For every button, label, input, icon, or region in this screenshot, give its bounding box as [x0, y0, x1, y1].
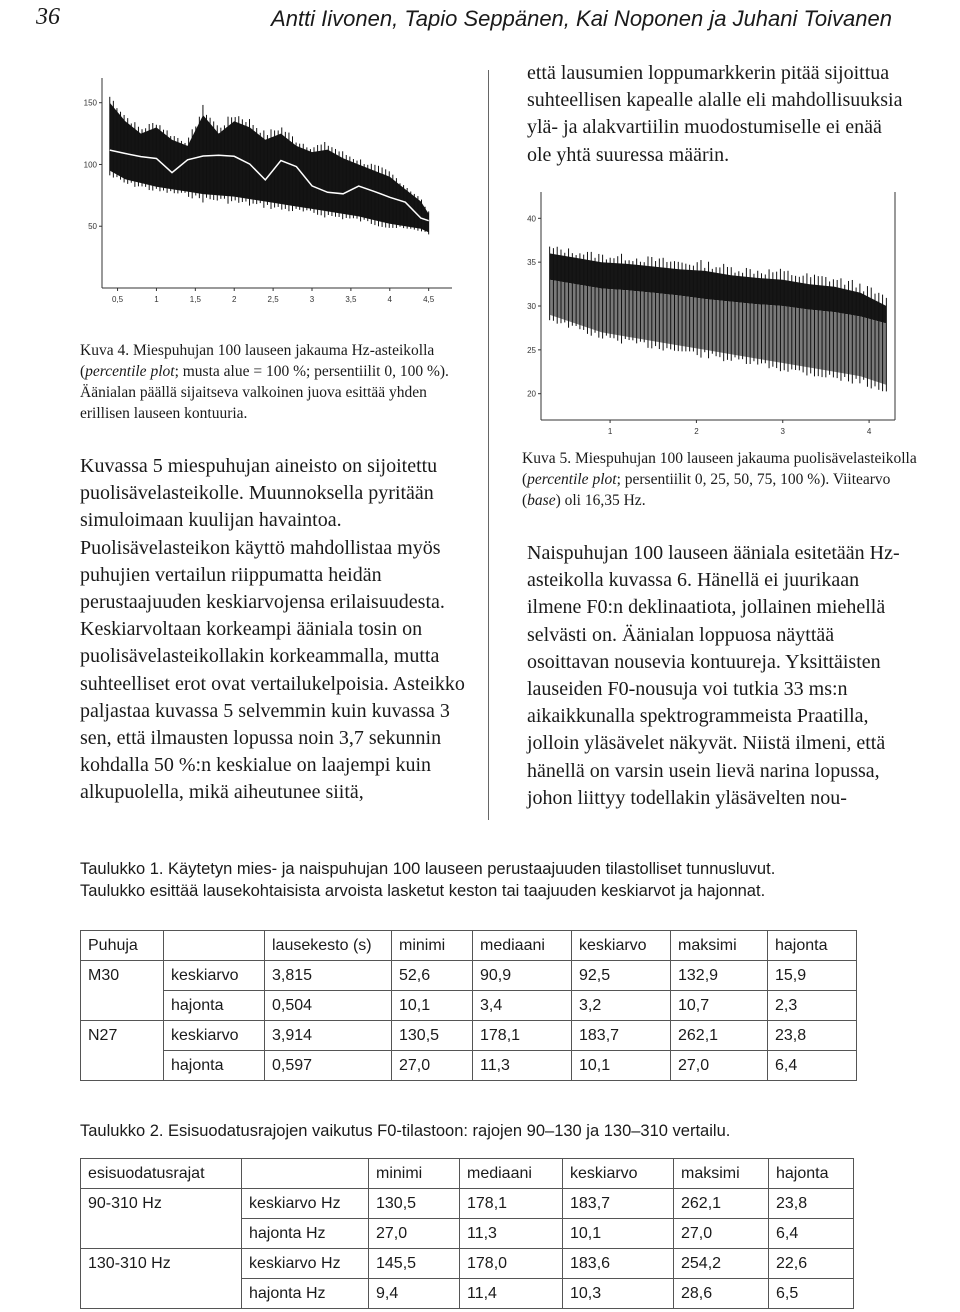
table-cell: 28,6	[674, 1279, 769, 1309]
table-cell: 145,5	[369, 1249, 460, 1279]
header-cell: hajonta	[768, 931, 857, 961]
figure-4-caption-text: Miespuhujan 100 lauseen jakauma Hz-asteikolla (	[80, 342, 435, 380]
y-tick-label: 40	[527, 214, 536, 224]
table-cell: 11,4	[460, 1279, 563, 1309]
header-cell	[164, 931, 265, 961]
table-header-row	[81, 1159, 854, 1189]
x-tick-label: 2	[694, 427, 699, 436]
figure-5-caption-label: Kuva 5.	[522, 450, 572, 467]
table-header-row	[81, 931, 857, 961]
figure-4-caption	[80, 340, 475, 424]
y-tick-label: 35	[527, 258, 536, 268]
table-cell: 0,504	[265, 991, 392, 1021]
table-cell: 15,9	[768, 961, 857, 991]
table-cell: 130,5	[369, 1189, 460, 1219]
table-cell: 183,6	[563, 1249, 674, 1279]
x-tick-label: 0,5	[111, 295, 124, 304]
table-cell: hajonta	[164, 1051, 265, 1081]
table-cell: 2,3	[768, 991, 857, 1021]
table-cell	[81, 1279, 242, 1309]
header-cell: hajonta	[769, 1159, 854, 1189]
table-row	[81, 1051, 857, 1081]
y-tick-label: 100	[83, 160, 97, 170]
table-cell: 3,2	[572, 991, 671, 1021]
right-column-paragraph-top: että lausumien loppumarkkerin pitää sijoittua suhteellisen kapealle alalle eli mahdollisuuksia ylä- ja alakvartiilin muodostumiselle ei enää ole yhtä suuressa määrin.	[527, 62, 903, 166]
table-cell: 132,9	[671, 961, 768, 991]
header-cell: mediaani	[473, 931, 572, 961]
table-cell: 27,0	[671, 1051, 768, 1081]
table-cell: 27,0	[674, 1219, 769, 1249]
figure-4-plot-area	[84, 78, 452, 304]
header-cell: maksimi	[674, 1159, 769, 1189]
table-cell: keskiarvo	[164, 1021, 265, 1051]
header-cell: mediaani	[460, 1159, 563, 1189]
table-cell: keskiarvo Hz	[242, 1249, 369, 1279]
table-cell: 6,4	[769, 1219, 854, 1249]
table-cell: 130-310 Hz	[81, 1249, 242, 1279]
figure-4-chart	[80, 70, 460, 310]
header-cell: keskiarvo	[572, 931, 671, 961]
x-tick-label: 3	[309, 295, 315, 304]
table-2	[80, 1158, 854, 1309]
table-cell	[81, 1051, 164, 1081]
table-row	[81, 1279, 854, 1309]
table-cell: 23,8	[769, 1189, 854, 1219]
table-cell: keskiarvo	[164, 961, 265, 991]
table-cell: 9,4	[369, 1279, 460, 1309]
table-cell: 22,6	[769, 1249, 854, 1279]
table-cell: 10,7	[671, 991, 768, 1021]
x-tick-label: 1	[154, 295, 159, 304]
header-cell: minimi	[369, 1159, 460, 1189]
table-cell: 90,9	[473, 961, 572, 991]
table-row	[81, 1021, 857, 1051]
table-cell: 0,597	[265, 1051, 392, 1081]
x-tick-label: 1	[607, 427, 613, 436]
figure-5-chart	[505, 188, 905, 446]
table-cell: 10,1	[563, 1219, 674, 1249]
x-tick-label: 2	[231, 295, 237, 304]
table-cell: 3,914	[265, 1021, 392, 1051]
table-cell: hajonta Hz	[242, 1279, 369, 1309]
figure-5-caption	[522, 448, 922, 511]
header-cell: keskiarvo	[563, 1159, 674, 1189]
table-cell	[81, 991, 164, 1021]
figure-5-caption-italic: percentile plot	[527, 471, 617, 488]
table-cell: 262,1	[671, 1021, 768, 1051]
table-1-caption-line-2: Taulukko esittää lausekohtaisista arvoista lasketut keston tai taajuuden keskiarvot ja hajonnat.	[80, 882, 766, 900]
table-cell: 27,0	[369, 1219, 460, 1249]
figure-4-caption-text-2: ; musta alue = 100 %; persentiilit 0, 100 %). Äänialan päällä sijaitseva valkoinen juova esittää yhden erillisen lauseen kontuuria.	[80, 363, 449, 422]
right-column-paragraph: Naispuhujan 100 lauseen ääniala esitetään Hz-asteikolla kuvassa 6. Hänellä ei juurikaan ilmene F0:n deklinaatiota, jollainen miehellä selvästi on. Äänialan loppuosa näyttää osoittavan nousevia kontuureja. Yksittäisten lauseiden F0-nousuja voi tutkia 33 ms:n aikaikkunalla spektrogrammeista Praatilla, jolloin yläsävelet näkyvät. Niistä ilmeni, että hänellä on varsin usein lievä narina lopussa, johon liittyy todellakin yläsävelten nou-	[527, 542, 900, 809]
table-cell: hajonta Hz	[242, 1219, 369, 1249]
table-cell: 23,8	[768, 1021, 857, 1051]
table-row	[81, 1249, 854, 1279]
table-cell: M30	[81, 961, 164, 991]
table-cell: 6,4	[768, 1051, 857, 1081]
table-cell: 92,5	[572, 961, 671, 991]
table-row	[81, 961, 857, 991]
header-cell	[242, 1159, 369, 1189]
figure-5-plot-area	[527, 192, 895, 436]
table-cell: 11,3	[460, 1219, 563, 1249]
y-tick-label: 30	[527, 302, 536, 311]
table-cell: 3,815	[265, 961, 392, 991]
table-cell: 178,1	[473, 1021, 572, 1051]
figure-5-caption-text-3: ) oli 16,35 Hz.	[555, 492, 646, 509]
running-header-authors: Antti Iivonen, Tapio Seppänen, Kai Noponen ja Juhani Toivanen	[271, 6, 892, 31]
header-cell: minimi	[392, 931, 473, 961]
header-cell: lausekesto (s)	[265, 931, 392, 961]
table-cell: keskiarvo Hz	[242, 1189, 369, 1219]
table-cell: 27,0	[392, 1051, 473, 1081]
table-cell: 52,6	[392, 961, 473, 991]
x-tick-label: 2,5	[267, 295, 279, 304]
table-cell	[81, 1219, 242, 1249]
table-1	[80, 930, 857, 1081]
table-cell: 183,7	[563, 1189, 674, 1219]
table-cell: 254,2	[674, 1249, 769, 1279]
table-cell: 130,5	[392, 1021, 473, 1051]
table-2-caption: Taulukko 2. Esisuodatusrajojen vaikutus F0-tilastoon: rajojen 90–130 ja 130–310 vertailu.	[80, 1122, 731, 1140]
table-cell: 3,4	[473, 991, 572, 1021]
x-tick-label: 4	[866, 427, 872, 436]
x-tick-label: 3	[780, 427, 785, 436]
table-cell: 178,0	[460, 1249, 563, 1279]
column-divider	[488, 70, 489, 820]
table-cell: 178,1	[460, 1189, 563, 1219]
table-cell: 10,1	[572, 1051, 671, 1081]
y-tick-label: 150	[83, 98, 97, 108]
x-tick-label: 4,5	[423, 295, 435, 304]
figure-5-caption-text: Miespuhujan 100 lauseen jakauma puolisävelasteikolla (	[522, 450, 917, 488]
y-tick-label: 50	[88, 222, 97, 232]
x-tick-label: 4	[387, 295, 393, 304]
y-tick-label: 25	[527, 345, 536, 355]
header-cell: esisuodatusrajat	[81, 1159, 242, 1189]
percentile-band-1	[110, 103, 429, 233]
page-number: 36	[36, 4, 60, 30]
table-1-caption-line-1: Taulukko 1. Käytetyn mies- ja naispuhujan 100 lauseen perustaajuuden tilastolliset tunnusluvut.	[80, 860, 776, 878]
left-column-paragraph: Kuvassa 5 miespuhujan aineisto on sijoitettu puolisävelasteikolle. Muunnoksella pyritään simuloimaan kuulijan havaintoa. Puolisävelasteikon käyttö mahdollistaa myös puhujien vertailun riippumatta heidän perustaajuuden keskiarvojensa erilaisuudesta. Keskiarvoltaan korkeampi ääniala tosin on puolisävelasteikollakin korkeammalla, mutta suhteelliset erot ovat vertailukelpoisia. Asteikko paljastaa kuvassa 5 selvemmin kuin kuvassa 3 sen, että ilmausten lopussa noin 3,7 sekunnin kohdalla 50 %:n keskialue on laajempi kuin alkupuolella, mikä aiheutunee siitä,	[80, 455, 465, 804]
header-cell: maksimi	[671, 931, 768, 961]
table-cell: 10,3	[563, 1279, 674, 1309]
table-row	[81, 991, 857, 1021]
table-cell: N27	[81, 1021, 164, 1051]
y-tick-label: 20	[527, 389, 536, 399]
table-cell: 6,5	[769, 1279, 854, 1309]
table-cell: hajonta	[164, 991, 265, 1021]
table-cell: 183,7	[572, 1021, 671, 1051]
table-cell: 11,3	[473, 1051, 572, 1081]
figure-5-caption-italic-2: base	[527, 492, 556, 509]
header-cell: Puhuja	[81, 931, 164, 961]
table-cell: 262,1	[674, 1189, 769, 1219]
figure-4-caption-italic: percentile plot	[85, 363, 175, 380]
table-row	[81, 1189, 854, 1219]
x-tick-label: 1,5	[189, 295, 201, 304]
table-1-caption	[80, 858, 900, 902]
x-tick-label: 3,5	[345, 295, 357, 304]
figure-4-caption-label: Kuva 4.	[80, 342, 130, 359]
table-row	[81, 1219, 854, 1249]
table-cell: 10,1	[392, 991, 473, 1021]
table-cell: 90-310 Hz	[81, 1189, 242, 1219]
figure-5-caption-text-2: ; persentiilit 0, 25, 50, 75, 100 %). Viitearvo (	[522, 471, 891, 509]
